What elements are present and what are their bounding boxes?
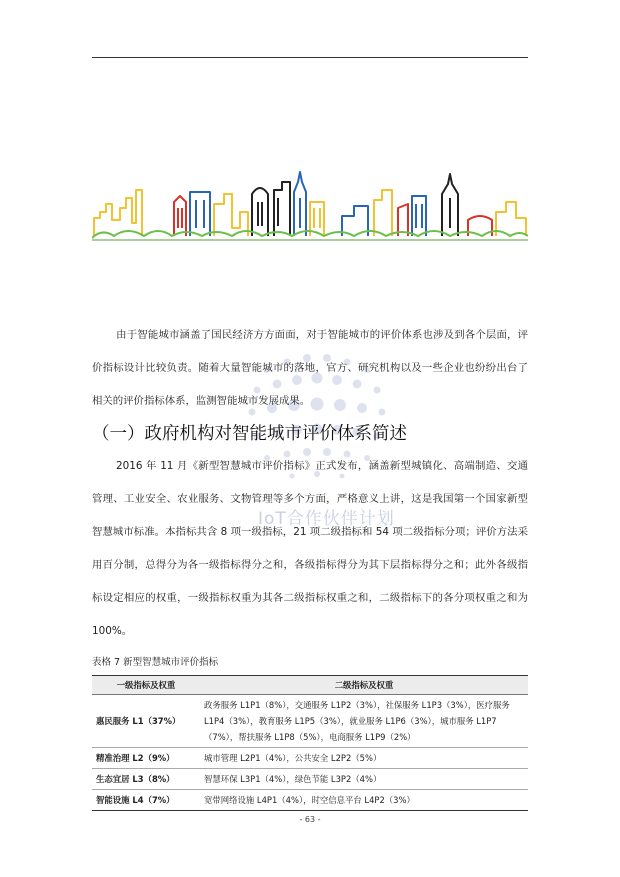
header-level1: 一级指标及权重	[92, 676, 200, 695]
watermark-text: IoT合作伙伴计划	[258, 509, 395, 529]
table-row	[92, 748, 528, 769]
standard-paragraph-text: 2016 年 11 月《新型智慧城市评价指标》正式发布，涵盖新型城镇化、高端制造、交通管理、工业安全、农业服务、文物管理等多个方面，严格意义上讲，这是我国第一个国家新型智慧城市标准。本指标共含 8 项一级指标，21 项二级指标和 54 项二级指标分项；评价方法采用百分制，总得分为各一级指标得分之和，各级指标得分为其下层指标得分之和；此外各级指标设定相应的权重，一级指标权重为其各二级指标权重之和，二级指标下的各分项权重之和为 100%。	[92, 460, 528, 637]
header-rule	[92, 57, 528, 58]
table-caption: 表格 7 新型智慧城市评价指标	[92, 657, 219, 668]
header-level2: 二级指标及权重	[200, 676, 528, 695]
level1-cell: 智能设施 L4（7%）	[92, 790, 200, 811]
intro-paragraph-text: 由于智能城市涵盖了国民经济方方面面，对于智能城市的评价体系也涉及到各个层面，评价指标设计比较负责。随着大量智能城市的落地，官方、研究机构以及一些企业也纷纷出台了相关的评价指标体系，监测智能城市发展成果。	[92, 329, 528, 407]
level2-cell: 政务服务 L1P1（8%），交通服务 L1P2（3%），社保服务 L1P3（3%），医疗服务 L1P4（3%），教育服务 L1P5（3%），就业服务 L1P6（3%），城市服务 L1P7（7%），帮扶服务 L1P8（5%），电商服务 L1P9（2%）	[200, 695, 528, 748]
level2-cell: 宽带网络设施 L4P1（4%），时空信息平台 L4P2（3%）	[200, 790, 528, 811]
table-row	[92, 790, 528, 811]
evaluation-index-table	[92, 675, 528, 811]
city-skyline-illustration	[92, 168, 528, 243]
table-header-row	[92, 676, 528, 695]
table-row	[92, 695, 528, 748]
intro-paragraph	[92, 319, 528, 418]
section-title: （一）政府机构对智能城市评价体系简述	[92, 424, 407, 444]
level1-cell: 惠民服务 L1（37%）	[92, 695, 200, 748]
level2-cell: 智慧环保 L3P1（4%），绿色节能 L3P2（4%）	[200, 769, 528, 790]
standard-paragraph	[92, 450, 528, 648]
level1-cell: 精准治理 L2（9%）	[92, 748, 200, 769]
level2-cell: 城市管理 L2P1（4%），公共安全 L2P2（5%）	[200, 748, 528, 769]
table-row	[92, 769, 528, 790]
level1-cell: 生态宜居 L3（8%）	[92, 769, 200, 790]
page-number: - 63 -	[299, 815, 321, 824]
